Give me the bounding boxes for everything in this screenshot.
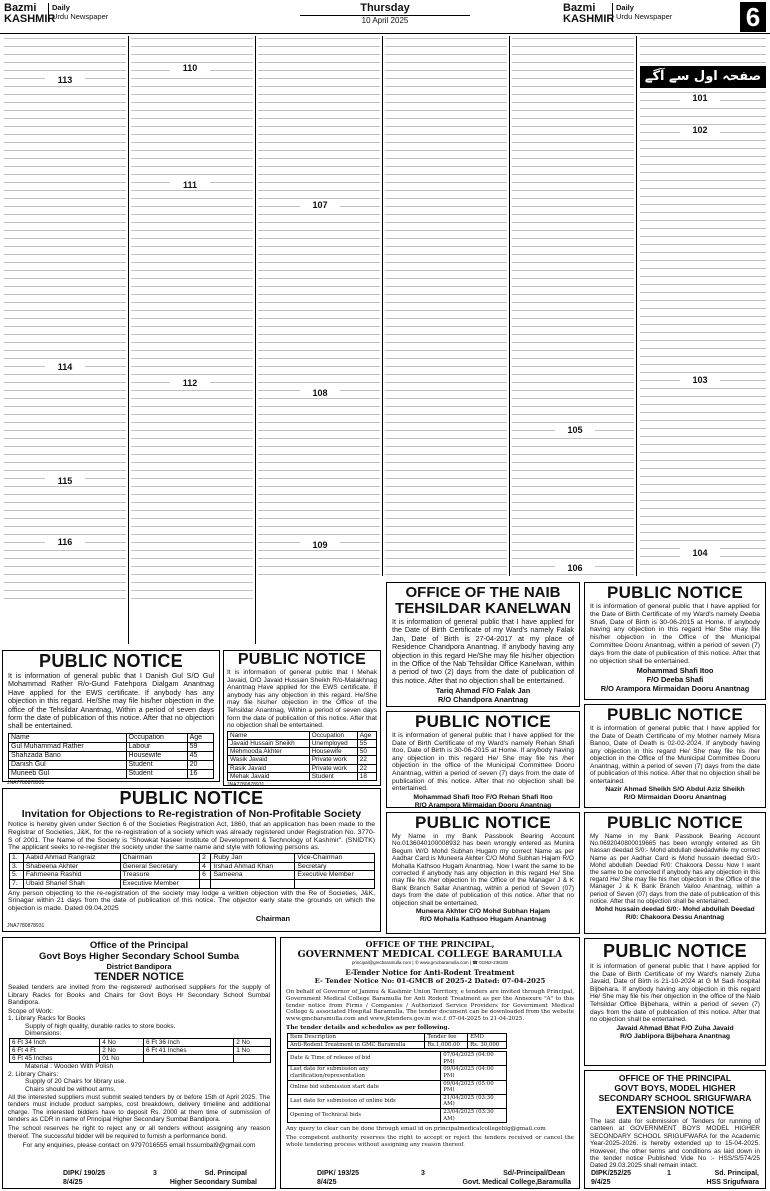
college-name: GOVERNMENT MEDICAL COLLEGE BARAMULLA <box>297 949 563 960</box>
notice-body: All the interested suppliers must submit sealed tenders by or before 15th of April 2025. The tenders must include product samples, cost breakdown, delivery timeline and additional charge. The interested bidders have to deposit Rs. 2000 at them time of submission of tenders as CDR in name of Principal Higher Secondary Sumbal Bandipora. <box>8 1094 270 1123</box>
notice-body: It is information of general public that I have applied for the Date of Birth Certificate of my Ward's namely Rehan Shafi Itoo, Date of Birth is 30-06-2015 at Home. If anybody having any objection in this regard He/ She may file his /her objection in the office of the Municipal Committee Dooru Anantnag, within a period of seven (7) days from the date of publication of this notice. After that no objection shall be entertained. <box>392 732 574 793</box>
notice-address: R/O Mirmaidan Dooru Anantnag <box>623 794 727 801</box>
table-row: 3. Shabeena Akhter General Secretary 4 Irshad Ahmad Khan Secretary <box>10 862 375 871</box>
column-rule <box>255 36 256 644</box>
notice-signature: Javaid Ahmad Bhat F/O Zuha Javaid <box>616 1024 734 1032</box>
tender-fee-table: Item Description Tender fee EMD Anti-Rodent Treatment in GMC Baramulla Rs.1,000.00 Rs. 30,000 <box>287 1033 507 1049</box>
table-row: Online bid submission start date 09/04/2025 (05:00 PM) <box>288 1080 507 1094</box>
society-members-table <box>9 853 375 888</box>
notice-body: The last date for submission of Tenders for running of canteen at GOVERNMENT BOYS MODEL HIGHER SECONDARY SCHOOL SRIGUFWARA for the Academic Year-2025-2026. is hereby extended up to 15-04-2025. However, the other terms and conditions as laid down in the tender notice Published Vide No :- HSS/S/574/25 Dated 29.03.2025 shall remain intact. <box>590 1118 760 1170</box>
scope-detail: Chairs should be without arms. <box>25 1085 116 1093</box>
urdu-text-column-4 <box>385 38 507 578</box>
section-number: 116 <box>45 537 85 547</box>
column-rule <box>509 36 510 576</box>
family-table: Name Occupation Age Gul Muhammad Rather Labour 59 Shahzada Bano Housewife 45 Danish Gul Student 20 Muneeb Gul Student 16 <box>8 733 214 779</box>
notice-intro: Sealed tenders are invited from the registered/ authorised suppliers for the supply of Library Racks for Books and Chairs for Govt Boys Hr Secondary School Sumbal Bandipora. <box>8 984 270 1006</box>
section-number: 102 <box>680 125 720 135</box>
table-row: 7. Ubaid Sharief Shah Executive Member <box>10 879 375 888</box>
urdu-text-column-6 <box>640 92 766 578</box>
table-row: 6 Ft 34 Inch 4 No 6 Ft 36 Inch 2 No <box>10 1038 271 1046</box>
school-name-2: SECONDARY SCHOOL SRIGUFWARA <box>598 1093 752 1103</box>
notice-date: 9/4/25 <box>591 1179 611 1186</box>
notice-footer: Any person objecting to the re-registration of the society may lodge a written objection with the Re of Societies, J&K, Srinagar within 21 days from the date of publication of this notice. The objector early state the grounds on which the objection is made. Dated 09.04.2025 <box>8 889 375 913</box>
notice-address: R/O Arampora Mirmaidan Dooru Anantnag <box>600 684 750 694</box>
section-number: 107 <box>300 200 340 210</box>
issue-day: Thursday <box>360 2 410 14</box>
column-rule <box>128 36 129 644</box>
notice-code: JNA7780878931 <box>227 781 265 788</box>
notice-body: On behalf of Governor of Jammu & Kashmir Union Territory, e tenders are invited through Principal, Government Medical College Baramulla for Anti Rodent Treatment as per the Annexure "A" to this tender notice from Firms / Companies / Authorized Service Providers for Government Medical College & associated Hospital Baramulla. The tender document can be downloaded from the website www.gmcbaramulla.com and www.jktenders.gov.in w.e.f. 07-04-2025 to 21-04-2025. <box>286 989 574 1023</box>
notice-body: It is information of general public that I have applied for the Date of Death Certificate of my Mother namely Misra Banoo, Date of Death is 02-02-2024. If anybody having any objection in this regard He/ She may file his /her objection in the Office of the Municipal Committee Dooru Anantnag, within a period of seven (7) days from the date of publication of this notice. After that no objection shall be entertained. <box>590 725 760 785</box>
insertion-count: 3 <box>153 1170 157 1177</box>
table-row: 5. Fahmeena Rashid Treasure 6 Sameena Executive Member <box>10 871 375 880</box>
notice-signature: Sd. Principal, <box>714 1170 759 1177</box>
notice-hussain-deedad <box>584 812 766 934</box>
table-row: Mehak Javaid Student 18 <box>228 772 377 780</box>
table-row: Wasik Javaid Private work 22 <box>228 756 377 764</box>
insertion-count: 1 <box>667 1170 671 1177</box>
office-heading: OFFICE OF THE PRINCIPAL, <box>365 939 495 949</box>
notice-mehak-javaid <box>223 650 381 786</box>
section-number: 111 <box>170 180 210 190</box>
scope-heading: Scope of Work: <box>8 1007 53 1015</box>
notice-subtitle: Invitation for Objections to Re-registration of Non-Profitable Society <box>21 808 362 820</box>
notice-title: OFFICE OF THE NAIB <box>405 584 561 601</box>
section-number: 109 <box>300 540 340 550</box>
page-number: 6 <box>740 2 766 32</box>
urdu-section-banner: صفحہ اول سے آگے <box>640 66 766 88</box>
brand-name-2: KASHMIR <box>4 13 56 25</box>
notice-note: Any query to clear can be done through email id on principalmedicalcollegeblg@gmail.com <box>286 1126 546 1133</box>
notice-death-certificate <box>584 704 766 808</box>
table-row: Shahzada Bano Housewife 45 <box>9 751 214 760</box>
notice-date: 8/4/25 <box>63 1179 83 1186</box>
masthead-date <box>300 2 470 26</box>
notice-naib-tehsildar <box>386 582 580 707</box>
masthead-left-tag: Daily Urdu Newspaper <box>48 3 128 21</box>
section-number: 114 <box>45 362 85 372</box>
scope-detail: Supply of high quality, durable racks to store books. <box>25 1022 176 1030</box>
notice-signature: Nazir Ahmad Sheikh S/O Abdul Aziz Sheikh <box>605 786 745 793</box>
section-number: 108 <box>300 388 340 398</box>
section-number: 106 <box>555 563 595 573</box>
table-row: 1. Aabid Ahmad Rangraiz Chairman 2 Ruby Jan Vice-Chairman <box>10 854 375 863</box>
table-row: Mehmooda Akhter Housewife 50 <box>228 748 377 756</box>
notice-title: PUBLIC NOTICE <box>603 941 747 961</box>
urdu-text-column-5 <box>512 38 634 578</box>
district-name: District Bandipora <box>106 962 172 971</box>
notice-deeba-shafi <box>584 582 766 700</box>
material-line: Material : Wooden With Polish <box>25 1063 114 1071</box>
notice-address: R/O Jablipora Bijbehara Anantnag <box>619 1032 731 1040</box>
notice-title: PUBLIC NOTICE <box>606 813 744 832</box>
table-row: Date & Time of release of bid 07/04/2025 (04:00 PM) <box>288 1052 507 1066</box>
notice-title: E-Tender Notice for Anti-Rodent Treatment <box>345 968 515 977</box>
insertion-count: 3 <box>421 1170 425 1177</box>
table-row: Muneeb Gul Student 16 <box>9 769 214 778</box>
notice-srigufwara-extension <box>584 1070 766 1189</box>
masthead-right-tag: Daily Urdu Newspaper <box>612 3 692 21</box>
section-number: 103 <box>680 375 720 385</box>
section-number: 104 <box>680 548 720 558</box>
office-heading: Office of the Principal <box>89 940 189 951</box>
urdu-text-column-2 <box>131 38 253 606</box>
table-row: Opening of Technical bids 23/04/2025 (03:30 AM) <box>288 1108 507 1122</box>
notice-title: PUBLIC NOTICE <box>414 712 552 731</box>
dipk-code: DIPK/ 190/25 <box>63 1170 106 1177</box>
column-rule <box>382 36 383 576</box>
notice-signature: Mohd hussain deedad S/0:- Mohd abdullah Deedad <box>595 906 755 914</box>
section-number: 110 <box>170 63 210 73</box>
tender-schedule-table <box>287 1051 507 1123</box>
masthead-right-brand: Bazmi KASHMIR <box>563 2 615 25</box>
dipk-code: DIPK/252/25 <box>591 1170 632 1177</box>
notice-code: JNA7780878931 <box>7 922 45 929</box>
school-name: Govt Boys Higher Secondary School Sumba <box>38 951 240 962</box>
notice-body: The school reserves he right to reject any or all tenders without assigning any reason thereof. The successful bidder will be required to furnish a performance bond. <box>8 1125 270 1140</box>
notice-contact: principal@gmcbaramulla.com | ✆ www.gmcbaramulla.com | ☎ 01952-238180 <box>351 960 509 965</box>
notice-title: PUBLIC NOTICE <box>606 705 744 724</box>
table-row: 6 Ft 45 Inches 01 No <box>10 1054 271 1062</box>
notice-address: R/O Chandpora Anantnag <box>437 695 529 705</box>
notice-zuha-javaid <box>584 938 766 1066</box>
urdu-text-column-6-top <box>640 38 766 64</box>
notice-signatory-org: Govt. Medical College,Baramulla <box>462 1179 571 1186</box>
notice-date: 8/4/25 <box>317 1179 337 1186</box>
notice-signatory-org: HSS Srigufwara <box>706 1179 759 1186</box>
notice-body: My Name in my Bank Passbook Bearing Account No.0136040100008932 has been wrongly entered as Munira Begum W/O Mohd Subhan Hugam my correct Name as per Aadhar Card is Muneera Akhter C/O Mohd Subhan Hajam R/O Mohalla Kathsoo Hugam Anantnag. Now I want the same to be corrected if anybody has any objection in this regard He/ She may file his /her objection In the Office of the Manager J & K Bank Branch Sallar Anantnag, within a period of Seven (07) days from the date of publication of this notice. After that no objection shall be entertained. <box>392 833 574 907</box>
notice-body: My Name in my Bank Passbook Bearing Account No.0692040800019665 has been wrongly entered as Gh hassan deedad S/0:- Mohd abdullah deedadwhile my correct Name as per Aadhar Card is Mohd hussain deedad S/0:- Mohd abdullah Deedad R/0: Chakoora Dessu Now I want the same to be corrected if anybody has any objection in this regard He/ She may file his /her objection in the Office of the Manager J & K Bank Branch Vailoo Anantnag, within a period of Seven (07) days from the date of publication of this notice. After that no objection shall be entertained. <box>590 833 760 905</box>
scope-item: 1. Library Racks for Books <box>8 1015 86 1022</box>
notice-gmc-baramulla-etender <box>280 937 580 1189</box>
tender-reference: E- Tender Notice No: 01-GMCB of 2025-2 Dated: 07-04-2025 <box>314 977 546 985</box>
notice-rehan-shafi <box>386 711 580 808</box>
section-number: 113 <box>45 75 85 85</box>
notice-contact: For any enquiries, please contact on 9797016555 email hssumbal9@gmail.com <box>22 1141 256 1149</box>
notice-body: It is information of general public that I Danish Gul S/O Gul Mohammad Rather R/o-Gund Fatehpora Dialgam Anantnag Have applied for the EWS certificate. If anybody has any objection in this regard. He/She may file his/her objection in the office of the Tehsildar Anantnag, Within a period of seven days form the date of publication of this notice. After that no objection shall be entertained. <box>8 671 214 731</box>
notice-signature: Sd. Principal <box>204 1170 247 1177</box>
masthead <box>0 0 770 34</box>
table-row: 6 Ft 4 Ft 2 No 6 Ft 41 Inches 1 No <box>10 1046 271 1054</box>
notice-signature: Tariq Ahmad F/O Falak Jan <box>435 686 531 696</box>
section-number: 105 <box>555 425 595 435</box>
table-row: Last date for submission any clarification/representation 09/04/2025 (04:00 PM) <box>288 1066 507 1080</box>
dimensions-heading: Dimensions: <box>25 1030 62 1037</box>
notice-title: PUBLIC NOTICE <box>414 813 552 832</box>
issue-date: 10 April 2025 <box>300 15 470 26</box>
office-heading: OFFICE OF THE PRINCIPAL <box>618 1073 732 1083</box>
notice-title: TENDER NOTICE <box>94 971 184 983</box>
table-row: Danish Gul Student 20 <box>9 760 214 769</box>
notice-signature: Muneera Akhter C/O Mohd Subhan Hajam <box>415 908 551 916</box>
dipk-code: DIPK/ 193/25 <box>317 1170 360 1177</box>
notice-body: It is information of general public that I have applied for the Date of Birth Certificate of my Ward's namely Deeba Shafi, Date of Birth is 30-06-2015 at Home. If anybody having any objection in this regard He/ She may file his/her objection in the Office of the Municipal Committee Dooru Anantnag, within a period of seven (7) days from the date of publication of this notice. After that no objection shall be entertained. <box>590 603 760 665</box>
schedule-heading: The tender details and schedules as per following. <box>286 1024 450 1031</box>
table-row: Last date for submission of online bids 21/04/2025 (03:30 AM) <box>288 1094 507 1108</box>
school-name: GOVT BOYS, MODEL HIGHER <box>614 1083 736 1093</box>
section-number: 101 <box>680 93 720 103</box>
dimensions-table <box>9 1038 271 1064</box>
section-number: 115 <box>45 476 85 486</box>
notice-title: EXTENSION NOTICE <box>615 1103 734 1117</box>
notice-danish-gul <box>2 650 220 786</box>
notice-address: R/O Arampora Mirmaidan Dooru Anantnag <box>414 801 552 809</box>
notice-title: PUBLIC NOTICE <box>606 583 744 602</box>
notice-note: The competent authority reserves the right to accept or reject the tenders received or cancel the whole tendering process without assigning any reason thereof. <box>286 1134 574 1148</box>
notice-title: PUBLIC NOTICE <box>39 651 183 671</box>
notice-address: R/O Mohalla Kathsoo Hugam Anantnag <box>419 916 547 924</box>
notice-title: PUBLIC NOTICE <box>237 651 367 668</box>
notice-relation: F/O Deeba Shafi <box>646 675 704 685</box>
notice-muneera-akhter <box>386 812 580 934</box>
notice-address: R/0: Chakoora Dessu Anantnag <box>625 914 725 922</box>
notice-body: It is information of general public that I have applied for the Date of Birth Certificate of my Ward's namely Zuha Javaid, Date of Birth is 21-10-2024 at G M Sadi hospital Bijbehara. If anybody having any objection in this regard He/ She may file his /her objection in the office of the Naib Tehsildar Office Bijbehara, within a period of seven (7) days from the date of publication of this notice. After that no objection shall be entertained. <box>590 963 760 1024</box>
urdu-text-column-3 <box>258 38 380 578</box>
section-number: 112 <box>170 378 210 388</box>
table-row: Rasik Javaid Private work 22 <box>228 764 377 772</box>
scope-item: 2. Library Chairs: <box>8 1070 59 1078</box>
table-row: Anti-Rodent Treatment in GMC Baramulla Rs.1,000.00 Rs. 30,000 <box>288 1041 507 1049</box>
scope-detail: Supply of 20 Chairs for library use. <box>25 1078 127 1086</box>
notice-body: Notice is hereby given under Section 6 of the Societies Registration Act, 1860, that an application has been made to the Registrar of Societies, J&K, for the re-registration of a society which was already registered under Registration No. 3770-S of 2001. The Name of the Society is "Showkat Naseer Institute of Development & Technology of Kashmir". (SNIDTK) The applicant seeks to re-register the society under the same name and style with following persons as. <box>8 821 375 852</box>
urdu-text-column-1 <box>4 38 126 606</box>
notice-signature: Sd/-Principal/Dean <box>503 1170 565 1177</box>
column-rule <box>636 36 637 576</box>
notice-society-reregistration <box>2 788 381 932</box>
notice-signature: Chairman <box>255 913 290 923</box>
table-row: Gul Muhammad Rather Labour 59 <box>9 742 214 751</box>
brand-name: Bazmi <box>4 2 37 14</box>
table-row: Javaid Hussain Sheikh Unemployed 55 <box>228 739 377 747</box>
notice-body: It is information of general public that I Mehak Javaid, D/O Javaid Hussain Sheikh R/o-Malakhnag Anantnag Have applied for the EWS certificate. If anybody has any objection in this regard. He/She may file his/her objection in the Office of the Tehsildar Anantnag, Within a period of seven days form the date of publication of this notice. After that no objection shall be entertained. <box>227 669 377 730</box>
notice-title: PUBLIC NOTICE <box>119 788 264 808</box>
notice-signature: Mohammad Shafi Itoo <box>636 666 714 676</box>
notice-body: It is information of general public that I have applied for the Date of Birth Certificate of my Ward's namely Falak Jan, Date of Birth is 27-04-2017 at my place of Residence Chandpora Anantnag. If anybody having any objection in this regard He/She may file his/her objection in the Office of the Nab Tehsildar Office Kanelwan, within a period of two (2) days from the date of publication of this notice. After that no objection shall be entertained. <box>392 617 574 685</box>
family-table: Name Occupation Age Javaid Hussain Sheikh Unemployed 55 Mehmooda Akhter Housewife 50 Wasik Javaid Private work 22 Rasik Javaid Private work 22 Mehak Javaid Student 18 <box>227 731 377 781</box>
notice-signature: Mohammad Shafi Itoo F/O Rehan Shafi Itoo <box>413 793 553 801</box>
notice-sumbal-tender <box>2 937 276 1189</box>
notice-title-2: TEHSILDAR KANELWAN <box>395 600 571 617</box>
notice-code: JNA7780878931 <box>7 779 45 786</box>
notice-signatory-org: Higher Secondary Sumbal <box>169 1179 257 1186</box>
